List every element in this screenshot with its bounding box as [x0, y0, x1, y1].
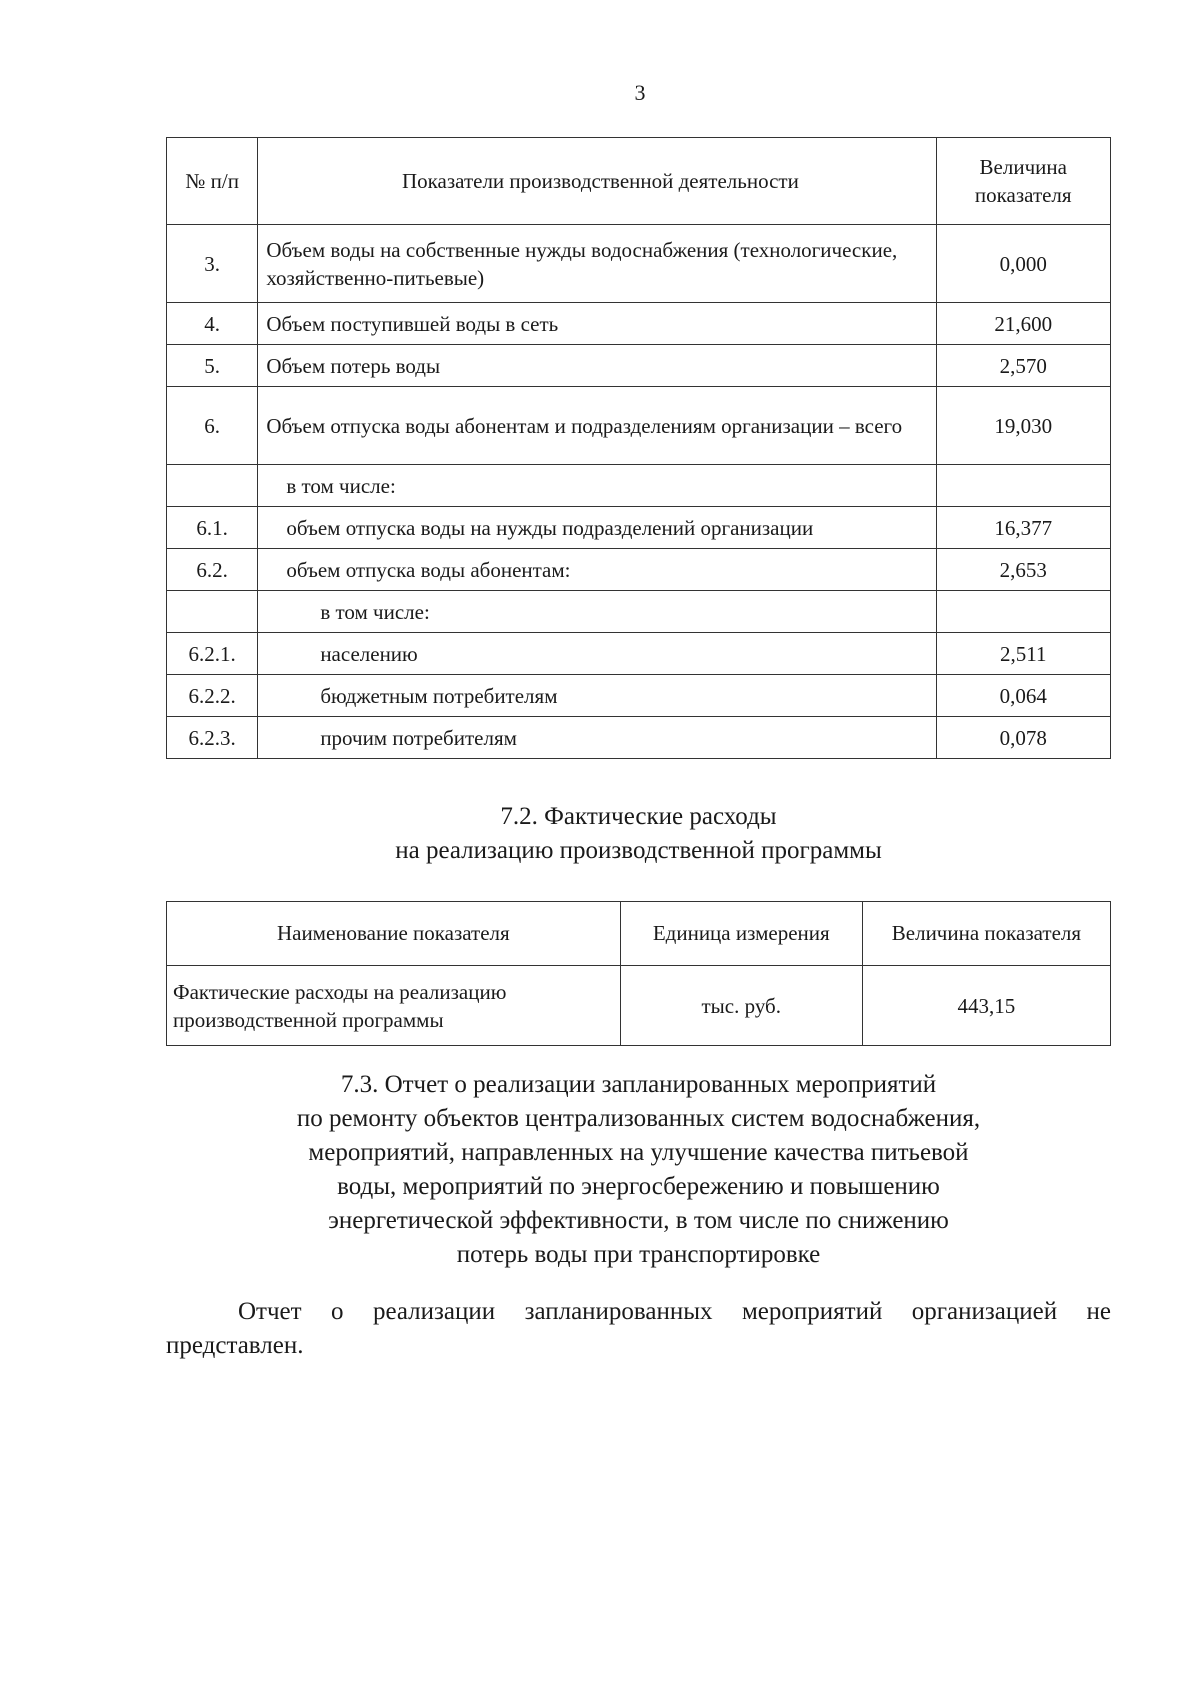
row-name: в том числе:	[258, 591, 936, 633]
table-header-row	[167, 138, 1111, 225]
section-7-3-title-line: потерь воды при транспортировке	[456, 1241, 821, 1268]
section-7-3-title-line: энергетической эффективности, в том числе по снижению	[328, 1207, 949, 1234]
row-num: 5.	[167, 345, 258, 387]
section-7-3-title-line: мероприятий, направленных на улучшение качества питьевой	[308, 1139, 969, 1166]
section-7-2-title-line: на реализацию производственной программы	[395, 837, 882, 864]
row-num: 6.	[167, 387, 258, 465]
row-name: населению	[258, 633, 936, 675]
row-name: в том числе:	[258, 465, 936, 507]
production-indicators-table	[166, 137, 1111, 759]
table-row	[167, 465, 1111, 507]
table-row	[167, 633, 1111, 675]
header-indicator-name: Наименование показателя	[167, 902, 621, 966]
row-value: 0,078	[936, 717, 1110, 759]
section-7-2-title-line: 7.2. Фактические расходы	[500, 803, 777, 830]
section-7-3-title-line: 7.3. Отчет о реализации запланированных мероприятий	[340, 1071, 937, 1098]
page-number: 3	[634, 80, 646, 105]
row-num	[167, 465, 258, 507]
row-value	[936, 591, 1110, 633]
table-row	[167, 966, 1111, 1046]
header-value: Величина показателя	[862, 902, 1110, 966]
row-num: 6.2.1.	[167, 633, 258, 675]
row-name: Объем потерь воды	[258, 345, 936, 387]
row-unit: тыс. руб.	[620, 966, 862, 1046]
header-value: Величина показателя	[936, 138, 1110, 225]
table-row	[167, 549, 1111, 591]
row-value: 2,511	[936, 633, 1110, 675]
row-name: прочим потребителям	[258, 717, 936, 759]
row-name: Объем воды на собственные нужды водоснабжения (технологические, хозяйственно-питьевые)	[258, 225, 936, 303]
header-indicator: Показатели производственной деятельности	[258, 138, 936, 225]
row-value: 2,570	[936, 345, 1110, 387]
row-value: 443,15	[862, 966, 1110, 1046]
row-num: 3.	[167, 225, 258, 303]
row-name: Фактические расходы на реализацию производственной программы	[167, 966, 621, 1046]
row-value: 2,653	[936, 549, 1110, 591]
row-value: 0,064	[936, 675, 1110, 717]
row-value: 0,000	[936, 225, 1110, 303]
table-row	[167, 303, 1111, 345]
row-name: бюджетным потребителям	[258, 675, 936, 717]
table-row	[167, 387, 1111, 465]
table-row	[167, 345, 1111, 387]
table-row	[167, 225, 1111, 303]
table-row	[167, 717, 1111, 759]
row-num: 6.2.	[167, 549, 258, 591]
row-name: объем отпуска воды на нужды подразделений организации	[258, 507, 936, 549]
row-num	[167, 591, 258, 633]
actual-expenses-table	[166, 901, 1111, 1046]
section-7-2-title	[166, 800, 1111, 868]
header-num: № п/п	[167, 138, 258, 225]
section-7-3-title-line: по ремонту объектов централизованных систем водоснабжения,	[296, 1105, 981, 1132]
row-value: 19,030	[936, 387, 1110, 465]
row-num: 6.2.3.	[167, 717, 258, 759]
row-value: 21,600	[936, 303, 1110, 345]
row-value: 16,377	[936, 507, 1110, 549]
table-header-row	[167, 902, 1111, 966]
row-num: 4.	[167, 303, 258, 345]
table-row	[167, 507, 1111, 549]
row-name: Объем отпуска воды абонентам и подразделениям организации – всего	[258, 387, 936, 465]
report-paragraph: Отчет о реализации запланированных мероприятий организацией не представлен.	[166, 1298, 1111, 1359]
row-num: 6.2.2.	[167, 675, 258, 717]
section-7-3-title	[166, 1068, 1111, 1272]
row-num: 6.1.	[167, 507, 258, 549]
table-row	[167, 591, 1111, 633]
row-value	[936, 465, 1110, 507]
table-row	[167, 675, 1111, 717]
row-name: объем отпуска воды абонентам:	[258, 549, 936, 591]
header-unit: Единица измерения	[620, 902, 862, 966]
row-name: Объем поступившей воды в сеть	[258, 303, 936, 345]
section-7-3-title-line: воды, мероприятий по энергосбережению и повышению	[337, 1173, 940, 1200]
